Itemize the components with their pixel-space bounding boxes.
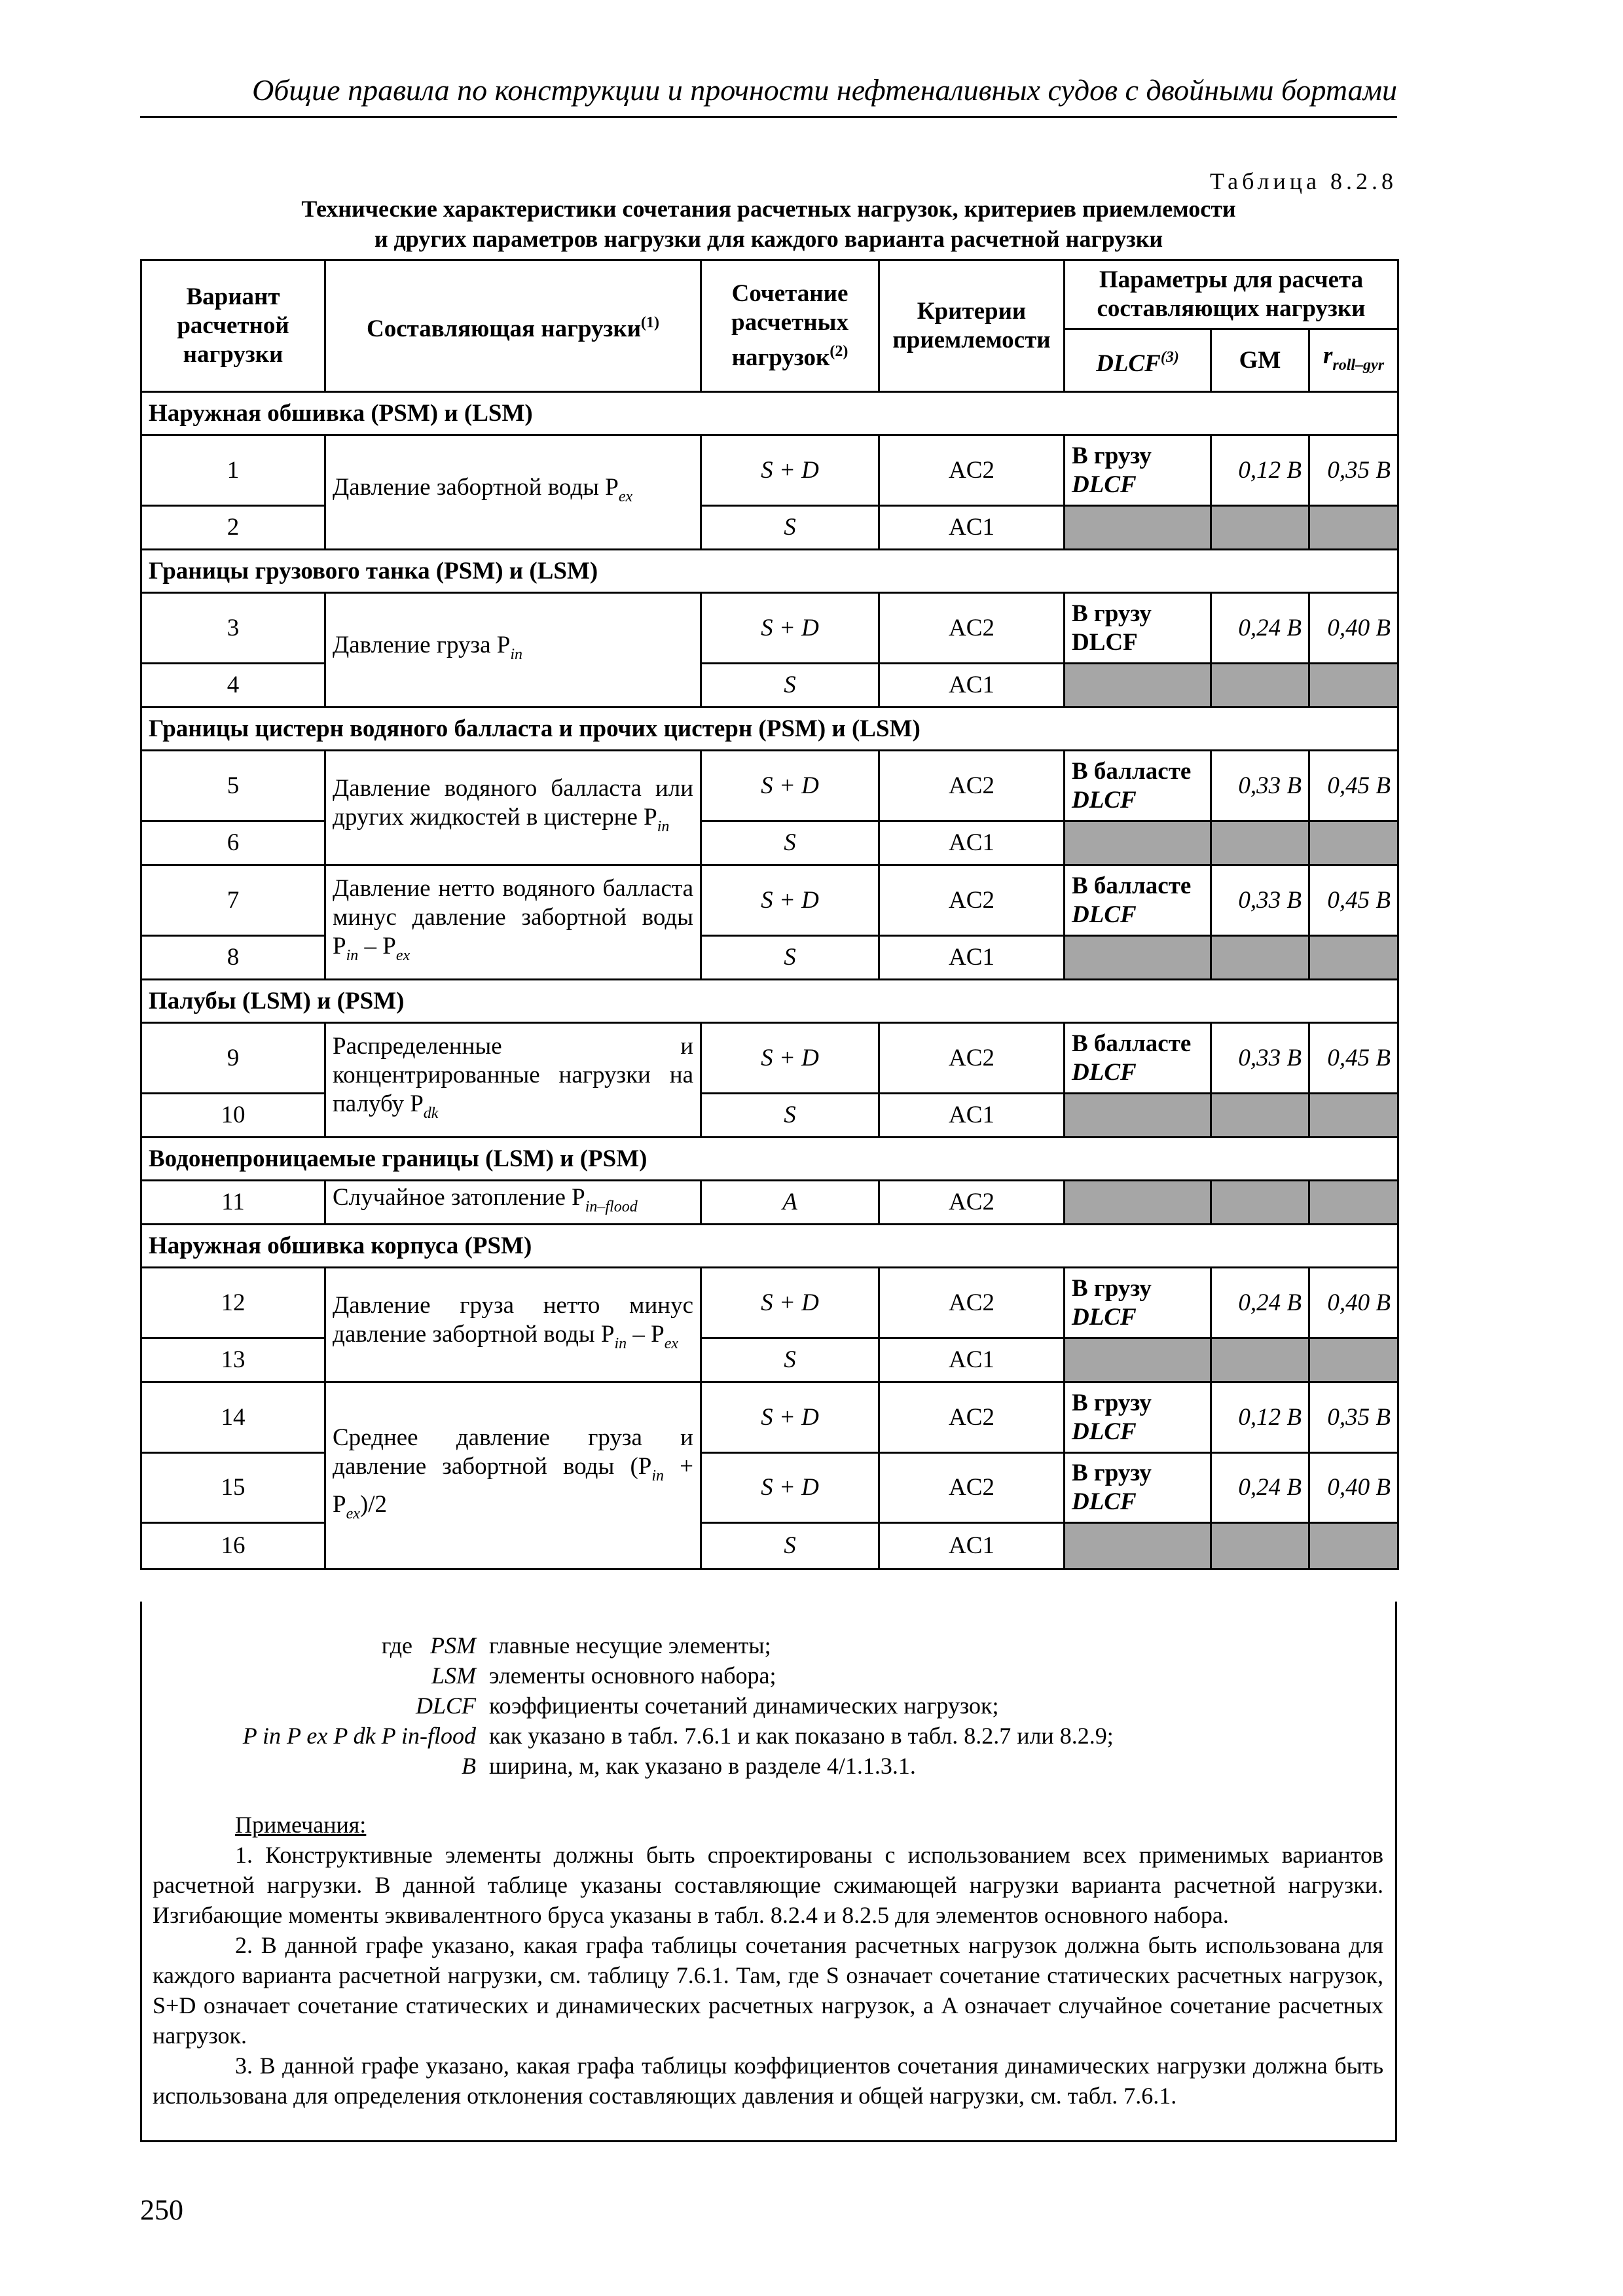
load-case-table bbox=[140, 259, 1399, 1570]
dlcf-cell: В грузу DLCF bbox=[1065, 1382, 1211, 1453]
table-row: 4 S AC1 bbox=[141, 664, 1398, 708]
header-criteria: Критерии приемлемости bbox=[879, 260, 1065, 392]
dlcf-cell: В балласте DLCF bbox=[1065, 865, 1211, 936]
pressure-symbols: P in P ex P dk P in-flood bbox=[242, 1723, 476, 1749]
header-gm: GM bbox=[1211, 329, 1309, 392]
table-title bbox=[140, 194, 1397, 254]
dlcf-cell: В грузу DLCF bbox=[1065, 435, 1211, 506]
definition-row: B ширина, м, как указано в разделе 4/1.1.3.1. bbox=[462, 1753, 916, 1779]
table-row: 9 Распределенные и концентрированные нагрузки на палубу $P_{dk}$ S + D AC2 В балласте DLCF 0,33 B 0,45 B bbox=[141, 1023, 1398, 1094]
component-cell: Среднее давление груза и давление забортной воды $(P_{in} + P_{ex})/2$ bbox=[325, 1382, 701, 1570]
table-row: 1 Давление забортной воды $P_{ex}$ S + D AC2 В грузу DLCF 0,12 B 0,35 B bbox=[141, 435, 1398, 506]
dlcf-cell: В балласте DLCF bbox=[1065, 1023, 1211, 1094]
table-title-line1: Технические характеристики сочетания расчетных нагрузок, критериев приемлемости bbox=[301, 196, 1236, 222]
definition-row: LSM элементы основного набора; bbox=[431, 1662, 776, 1689]
table-row: 7 Давление нетто водяного балласта минус давление забортной воды $P_{in} - P_{ex}$ S + D AC2 В балласте DLCF 0,33 B 0,45 B bbox=[141, 865, 1398, 936]
note-2: 2. В данной графе указано, какая графа таблицы сочетания расчетных нагрузок должна быть использована для каждого варианта расчетной нагрузки, см. таблицу 7.6.1. Там, где S означает сочетание статических расчетных нагрузок, S+D означает сочетание статических и динамических расчетных нагрузок, а A означает случайное сочетание расчетных нагрузок. bbox=[153, 1932, 1383, 2049]
header-r-roll-gyr: $r_{roll-gyr}$ bbox=[1309, 329, 1398, 392]
section-outer-shell: Наружная обшивка (PSM) и (LSM) bbox=[141, 392, 1398, 435]
section-row bbox=[141, 1138, 1398, 1181]
section-row bbox=[141, 392, 1398, 435]
table-row: 12 Давление груза нетто минус давление забортной воды $P_{in} - P_{ex}$ S + D AC2 В грузу DLCF 0,24 B 0,40 B bbox=[141, 1268, 1398, 1338]
definition-row: DLCF коэффициенты сочетаний динамических нагрузок; bbox=[415, 1693, 999, 1719]
header-row bbox=[141, 260, 1398, 329]
section-decks: Палубы (LSM) и (PSM) bbox=[141, 980, 1398, 1023]
table-row: 11 Случайное затопление $P_{in-flood}$ A AC2 bbox=[141, 1181, 1398, 1225]
table-title-line2: и других параметров нагрузки для каждого варианта расчетной нагрузки bbox=[374, 226, 1163, 252]
table-row: 3 Давление груза $P_{in}$ S + D AC2 В грузу DLCF 0,24 B 0,40 B bbox=[141, 593, 1398, 664]
section-hull-shell: Наружная обшивка корпуса (PSM) bbox=[141, 1225, 1398, 1268]
header-variant: Вариант расчетной нагрузки bbox=[141, 260, 325, 392]
section-ballast-tanks: Границы цистерн водяного балласта и прочих цистерн (PSM) и (LSM) bbox=[141, 708, 1398, 751]
component-cell: Давление забортной воды $P_{ex}$ bbox=[325, 435, 701, 550]
table-row: 10 S AC1 bbox=[141, 1094, 1398, 1138]
table-row: 8 S AC1 bbox=[141, 936, 1398, 980]
component-cell: Давление груза $P_{in}$ bbox=[325, 593, 701, 708]
dlcf-cell: В грузу DLCF bbox=[1065, 1268, 1211, 1338]
running-head: Общие правила по конструкции и прочности нефтеналивных судов с двойными бортами bbox=[252, 73, 1397, 107]
component-cell: Давление водяного балласта или других жидкостей в цистерне $P_{in}$ bbox=[325, 751, 701, 865]
header-params: Параметры для расчета составляющих нагрузки bbox=[1065, 260, 1398, 329]
section-row bbox=[141, 1225, 1398, 1268]
definition-row: где PSM главные несущие элементы; bbox=[381, 1632, 771, 1659]
header-combination: Сочетание расчетных нагрузок$^{(2)}$ bbox=[701, 260, 879, 392]
section-row bbox=[141, 550, 1398, 593]
table-number: Таблица 8.2.8 bbox=[1210, 168, 1397, 194]
table-row: 5 Давление водяного балласта или других жидкостей в цистерне $P_{in}$ S + D AC2 В балласте DLCF 0,33 B 0,45 B bbox=[141, 751, 1398, 821]
table-row: 13 S AC1 bbox=[141, 1338, 1398, 1382]
section-cargo-tank: Границы грузового танка (PSM) и (LSM) bbox=[141, 550, 1398, 593]
component-cell: Давление груза нетто минус давление забортной воды $P_{in} - P_{ex}$ bbox=[325, 1268, 701, 1382]
table-row: 6 S AC1 bbox=[141, 821, 1398, 865]
component-cell: Случайное затопление $P_{in-flood}$ bbox=[325, 1181, 701, 1225]
notes bbox=[153, 1810, 1383, 2111]
table-row: 2 S AC1 bbox=[141, 506, 1398, 550]
section-row bbox=[141, 708, 1398, 751]
dlcf-cell: В балласте DLCF bbox=[1065, 751, 1211, 821]
dlcf-cell: В грузу DLCF bbox=[1065, 1453, 1211, 1523]
footnotes-box bbox=[140, 1602, 1397, 2142]
header-component: Составляющая нагрузки$^{(1)}$ bbox=[325, 260, 701, 392]
definitions bbox=[155, 1630, 1386, 1781]
header-rule bbox=[140, 116, 1397, 118]
note-3: 3. В данной графе указано, какая графа таблицы коэффициентов сочетания динамических нагрузки должна быть использована для определения отклонения составляющих давления и общей нагрузки, см. табл. 7.6.1. bbox=[153, 2053, 1383, 2109]
table-row: 15 S + D AC2 В грузу DLCF 0,24 B 0,40 B bbox=[141, 1453, 1398, 1523]
section-watertight: Водонепроницаемые границы (LSM) и (PSM) bbox=[141, 1138, 1398, 1181]
dlcf-cell: В грузу DLCF bbox=[1065, 593, 1211, 664]
note-1: 1. Конструктивные элементы должны быть спроектированы с использованием всех применимых вариантов расчетной нагрузки. В данной таблице указаны составляющие сжимающей нагрузки варианта расчетной нагрузки. Изгибающие моменты эквивалентного бруса указаны в табл. 8.2.4 и 8.2.5 для элементов основного набора. bbox=[153, 1842, 1383, 1928]
definition-row: P in P ex P dk P in-flood как указано в табл. 7.6.1 и как показано в табл. 8.2.7 или 8.2.9; bbox=[155, 1721, 1386, 1751]
component-cell: Давление нетто водяного балласта минус давление забортной воды $P_{in} - P_{ex}$ bbox=[325, 865, 701, 980]
table-row: 14 Среднее давление груза и давление забортной воды $(P_{in} + P_{ex})/2$ S + D AC2 В грузу DLCF 0,12 B 0,35 B bbox=[141, 1382, 1398, 1453]
table-row: 16 S AC1 bbox=[141, 1523, 1398, 1570]
section-row bbox=[141, 980, 1398, 1023]
notes-title: Примечания: bbox=[235, 1812, 367, 1838]
page-number: 250 bbox=[140, 2194, 183, 2226]
header-dlcf: DLCF$^{(3)}$ bbox=[1065, 329, 1211, 392]
component-cell: Распределенные и концентрированные нагрузки на палубу $P_{dk}$ bbox=[325, 1023, 701, 1138]
